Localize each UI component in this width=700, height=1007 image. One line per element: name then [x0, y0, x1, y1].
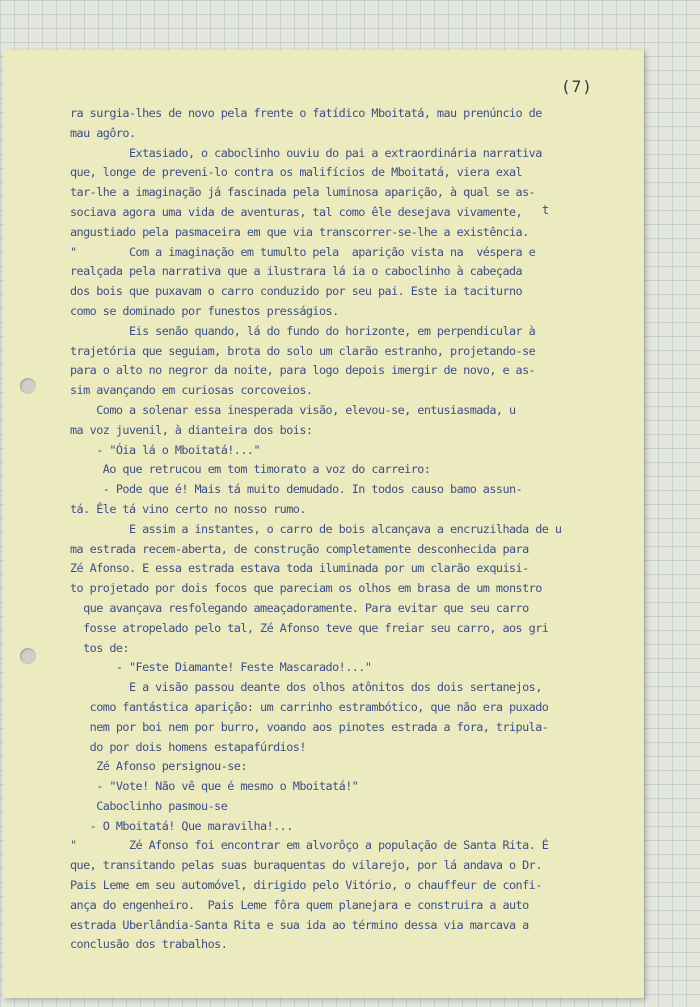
text-line: que, transitando pelas suas buraquentas do vilarejo, por lá andava o Dr.	[70, 858, 542, 873]
punch-hole-lower	[20, 648, 36, 664]
text-line: Pais Leme em seu automóvel, dirigido pelo Vitório, o chauffeur de confi-	[70, 878, 542, 893]
text-line: dos bois que puxavam o carro conduzido por seu pai. Este ia taciturno	[70, 284, 523, 299]
text-line: que avançava resfolegando ameaçadoramente. Para evitar que seu carro	[70, 600, 529, 615]
text-line: ança do engenheiro. Pais Leme fôra quem planejara e construira a auto	[70, 897, 529, 912]
text-line: - "Óia lá o Mboitatá!..."	[70, 442, 261, 457]
text-line: - "Feste Diamante! Feste Mascarado!..."	[70, 660, 372, 675]
text-line: ma estrada recem-aberta, de construção completamente desconhecida para	[70, 541, 529, 556]
text-line: mau agôro.	[70, 125, 136, 140]
text-line: estrada Uberlândia-Santa Rita e sua ida ao término dessa via marcava a	[70, 917, 529, 932]
text-line: que, longe de preveni-lo contra os malifícios de Mboitatá, viera exal	[70, 165, 523, 180]
text-line: - "Vote! Não vê que é mesmo o Mboitatá!"	[70, 779, 359, 794]
text-line: nem por boi nem por burro, voando aos pinotes estrada a fora, tripula-	[70, 719, 549, 734]
punch-hole-upper	[20, 378, 36, 394]
text-line: Eis senão quando, lá do fundo do horizonte, em perpendicular à	[70, 323, 536, 338]
text-line: Extasiado, o caboclinho ouviu do pai a extraordinária narrativa	[70, 145, 542, 160]
text-line: conclusão dos trabalhos.	[70, 937, 228, 952]
text-line: angustiado pela pasmaceira em que via transcorrer-se-lhe a existência.	[70, 224, 529, 239]
text-line: fosse atropelado pelo tal, Zé Afonso teve que freiar seu carro, aos gri	[70, 620, 549, 635]
handwritten-correction: t	[542, 203, 550, 217]
text-line: Ao que retrucou em tom timorato a voz do carreiro:	[70, 462, 431, 477]
text-line: Como a solenar essa inesperada visão, elevou-se, entusiasmada, u	[70, 402, 516, 417]
page-number: (7)	[561, 77, 593, 96]
text-line: E a visão passou deante dos olhos atônitos dos dois sertanejos,	[70, 680, 542, 695]
text-line: - O Mboitatá! Que maravilha!...	[70, 818, 293, 833]
text-line: sim avançando em curiosas corcoveios.	[70, 383, 313, 398]
text-line: ma voz juvenil, à dianteira dos bois:	[70, 422, 313, 437]
text-line: realçada pela narrativa que a ilustrara lá ia o caboclinho à cabeçada	[70, 264, 523, 279]
text-line: " Com a imaginação em tumulto pela aparição vista na véspera e	[70, 244, 536, 259]
text-line: tá. Êle tá vino certo no nosso rumo.	[70, 501, 306, 516]
text-line: para o alto no negror da noite, para logo depois imergir de novo, e as-	[70, 363, 536, 378]
text-line: - Pode que é! Mais tá muito demudado. In todos causo bamo assun-	[70, 482, 523, 497]
text-line: to projetado por dois focos que pareciam os olhos em brasa de um monstro	[70, 581, 542, 596]
text-line: tos de:	[70, 640, 129, 655]
text-line: " Zé Afonso foi encontrar em alvorôço a população de Santa Rita. É	[70, 838, 549, 853]
text-line: tar-lhe a imaginação já fascinada pela luminosa aparição, à qual se as-	[70, 185, 536, 200]
text-line: Zé Afonso persignou-se:	[70, 759, 247, 774]
text-line: do por dois homens estapafúrdios!	[70, 739, 306, 754]
text-line: Zé Afonso. E essa estrada estava toda iluminada por um clarão exquisi-	[70, 561, 529, 576]
text-line: ra surgia-lhes de novo pela frente o fatídico Mboitatá, mau prenúncio de	[70, 106, 542, 120]
text-line: como fantástica aparição: um carrinho estrambótico, que não era puxado	[70, 699, 549, 714]
typed-text-body	[70, 104, 618, 955]
text-line: Caboclinho pasmou-se	[70, 798, 228, 813]
text-line: como se dominado por funestos presságios.	[70, 303, 339, 318]
text-line: sociava agora uma vida de aventuras, tal como êle desejava vivamente,	[70, 204, 523, 219]
text-line: trajetória que seguiam, brota do solo um clarão estranho, projetando-se	[70, 343, 536, 358]
text-line: E assim a instantes, o carro de bois alcançava a encruzilhada de u	[70, 521, 562, 536]
